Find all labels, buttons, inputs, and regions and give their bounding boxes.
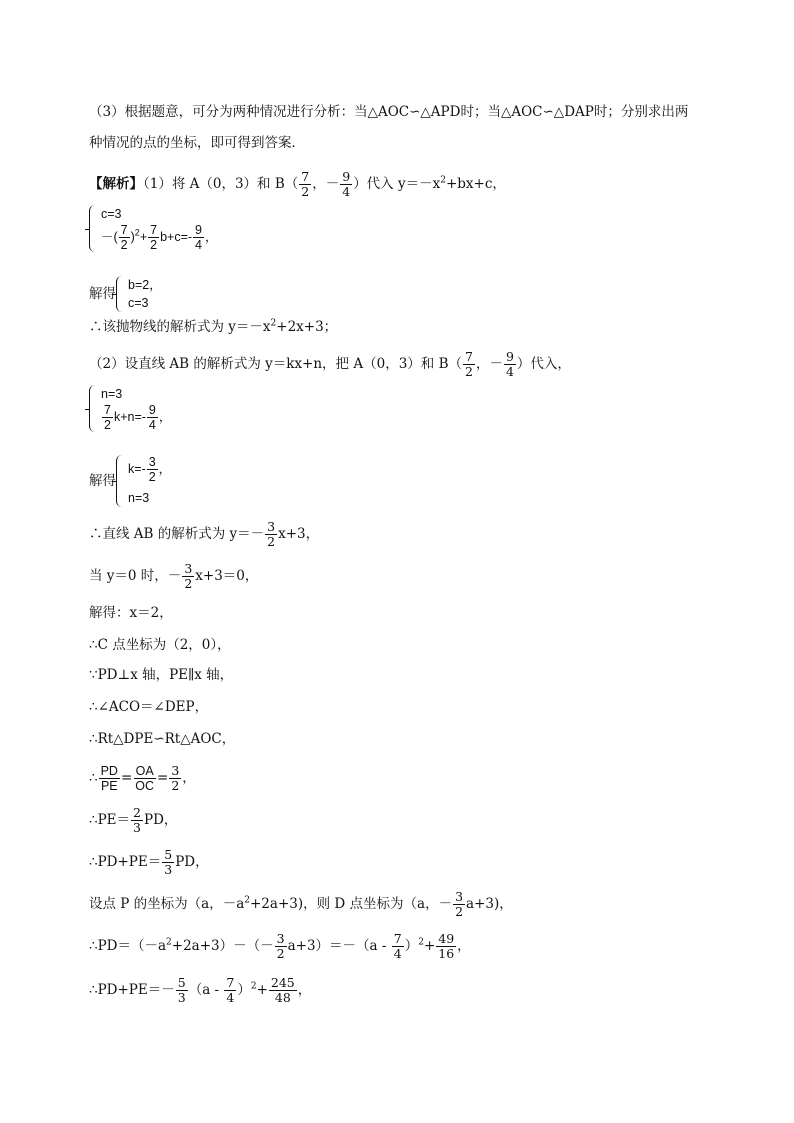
equation-row: －( $\frac{7}{2}$ )$^2$+ $\frac{7}{2}$ b+c=- $\frac{9}{4}$ ， <box>101 223 218 252</box>
text-line: 种情况的点的坐标，即可得到答案． <box>89 135 305 151</box>
text: （1）将 A（0，3）和 B（ <box>143 176 299 192</box>
text-line: ∴PD+PE＝－ $\frac{5}{3}$ （a - $\frac{7}{4}$ ）$^2$+ $\frac{245}{48}$ ， <box>89 975 312 1005</box>
text-line: （3）根据题意，可分为两种情况进行分析：当△AOC∽△APD时；当△AOC∽△DAP时；分别求出两 <box>89 104 689 120</box>
solution-1: 解得 b=2， c=3 <box>89 278 162 310</box>
text: ）代入 y＝－x <box>353 176 441 192</box>
text-line: ∴C 点坐标为（2，0）， <box>89 637 231 653</box>
parabola-result: ∴该抛物线的解析式为 $y=-x^2+2x+3$； <box>89 318 338 335</box>
text-line: ∴PE＝ $\frac{2}{3}$ PD， <box>89 805 178 835</box>
text-line: $\therefore PD=(-a^2+2a+3)-(-$ $\frac{3}{2}$ a+3）＝－（a - $\frac{7}{4}$ ）$^2$+ $\frac{49}{16}$ ， <box>89 931 471 961</box>
solution-part1-intro <box>89 170 506 199</box>
line-ab-result: ∴直线 AB 的解析式为 y＝－ $\frac{3}{2}$ x+3， <box>89 519 320 549</box>
text-line: ∵PD⊥x 轴，PE∥x 轴， <box>89 667 234 683</box>
solution-2: 解得 k=- $\frac{3}{2}$ ， n=3 <box>89 455 172 505</box>
brace <box>89 385 98 432</box>
text-line: 解得：x＝2， <box>89 605 173 621</box>
ratio-line: ∴ $\frac{PD}{PE}$ = $\frac{OA}{OC}$ = $\frac{3}{2}$ ， <box>89 763 196 793</box>
superscript: 2 <box>440 175 446 186</box>
equation-system-2 <box>89 385 171 432</box>
text-line: 当 y＝0 时，－ $\frac{3}{2}$ x+3＝0， <box>89 561 259 591</box>
equation-row: $\frac{7}{2}$ k+n=- $\frac{9}{4}$ ， <box>104 403 172 432</box>
jiexi-tag: 【解析】 <box>89 176 143 192</box>
text-line: ∴Rt△DPE∽Rt△AOC， <box>89 731 236 747</box>
fraction: $\frac{7}{2}$ <box>301 169 310 199</box>
text: ，－ <box>312 176 340 192</box>
text: +bx+c， <box>445 176 506 192</box>
text-line: 设点 P 的坐标为（a，$-a^2+2a+3$)，则 D 点坐标为（a，－ $\frac{3}{2}$ a+3)， <box>89 889 513 919</box>
equation-system-1 <box>89 205 218 252</box>
equation-row: n=3 <box>101 387 123 401</box>
equation-row: c=3 <box>101 207 122 221</box>
fraction: $\frac{9}{4}$ <box>342 169 351 199</box>
brace <box>89 205 98 252</box>
text-line: ∴∠ACO＝∠DEP， <box>89 699 209 715</box>
part2-intro: （2）设直线 AB 的解析式为 y＝kx+n，把 A（0，3）和 B（ $\frac{7}{2}$ ，－ $\frac{9}{4}$ ）代入， <box>89 349 571 379</box>
text-line: ∴PD+PE＝ $\frac{5}{3}$ PD， <box>89 847 209 877</box>
